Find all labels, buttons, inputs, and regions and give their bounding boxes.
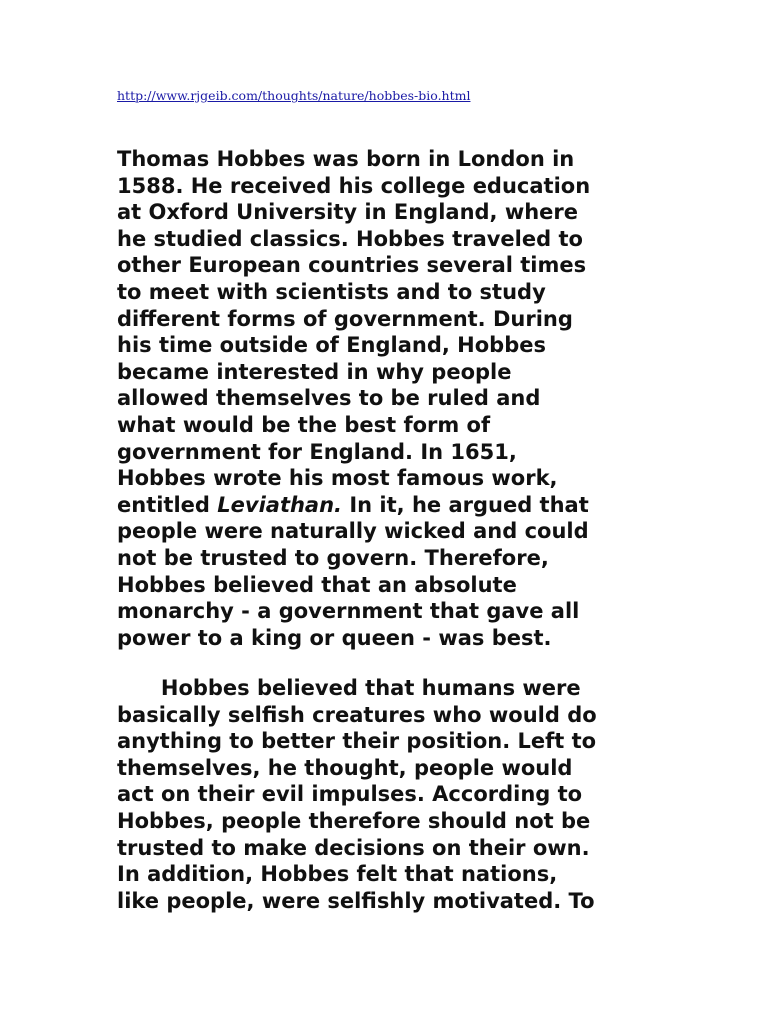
paragraph-hobbes-biography <box>117 146 677 651</box>
text-line: Thomas Hobbes was born in London in <box>117 147 575 171</box>
text-line: basically selfish creatures who would do <box>117 702 597 727</box>
text-line: Hobbes believed that an absolute <box>117 572 517 597</box>
text-line: his time outside of England, Hobbes <box>117 333 546 358</box>
text-line: In addition, Hobbes felt that nations, <box>117 862 558 887</box>
text-line: other European countries several times <box>117 253 587 278</box>
text-line: monarchy - a government that gave all <box>117 599 580 624</box>
text-line: themselves, he thought, people would <box>117 755 573 780</box>
paragraph-hobbes-views <box>117 675 677 914</box>
text-line: act on their evil impulses. According to <box>117 782 583 807</box>
text-segment: entitled <box>117 492 218 517</box>
text-line: people were naturally wicked and could <box>117 519 589 544</box>
text-line: different forms of government. During <box>117 306 573 331</box>
text-line: became interested in why people <box>117 359 512 384</box>
text-line: to meet with scientists and to study <box>117 279 546 304</box>
text-line: trusted to make decisions on their own. <box>117 835 590 860</box>
text-line: what would be the best form of <box>117 412 491 437</box>
text-line: at Oxford University in England, where <box>117 200 579 225</box>
text-line: he studied classics. Hobbes traveled to <box>117 226 583 251</box>
book-title-leviathan: Leviathan. <box>217 492 343 517</box>
text-line: anything to better their position. Left to <box>117 729 597 754</box>
text-line: government for England. In 1651, <box>117 439 517 464</box>
text-line: not be trusted to govern. Therefore, <box>117 545 549 570</box>
text-segment: In it, he argued that <box>342 492 589 517</box>
text-line: 1588. He received his college education <box>117 173 591 198</box>
source-url-link[interactable]: http://www.rjgeib.com/thoughts/nature/hobbes-bio.html <box>117 88 471 103</box>
text-line-with-title <box>117 492 677 519</box>
text-line: like people, were selfishly motivated. To <box>117 888 595 913</box>
text-line: Hobbes wrote his most famous work, <box>117 466 558 491</box>
text-line: allowed themselves to be ruled and <box>117 386 541 411</box>
text-line: power to a king or queen - was best. <box>117 625 552 650</box>
text-line: Hobbes believed that humans were <box>117 676 581 700</box>
text-line: Hobbes, people therefore should not be <box>117 808 591 833</box>
